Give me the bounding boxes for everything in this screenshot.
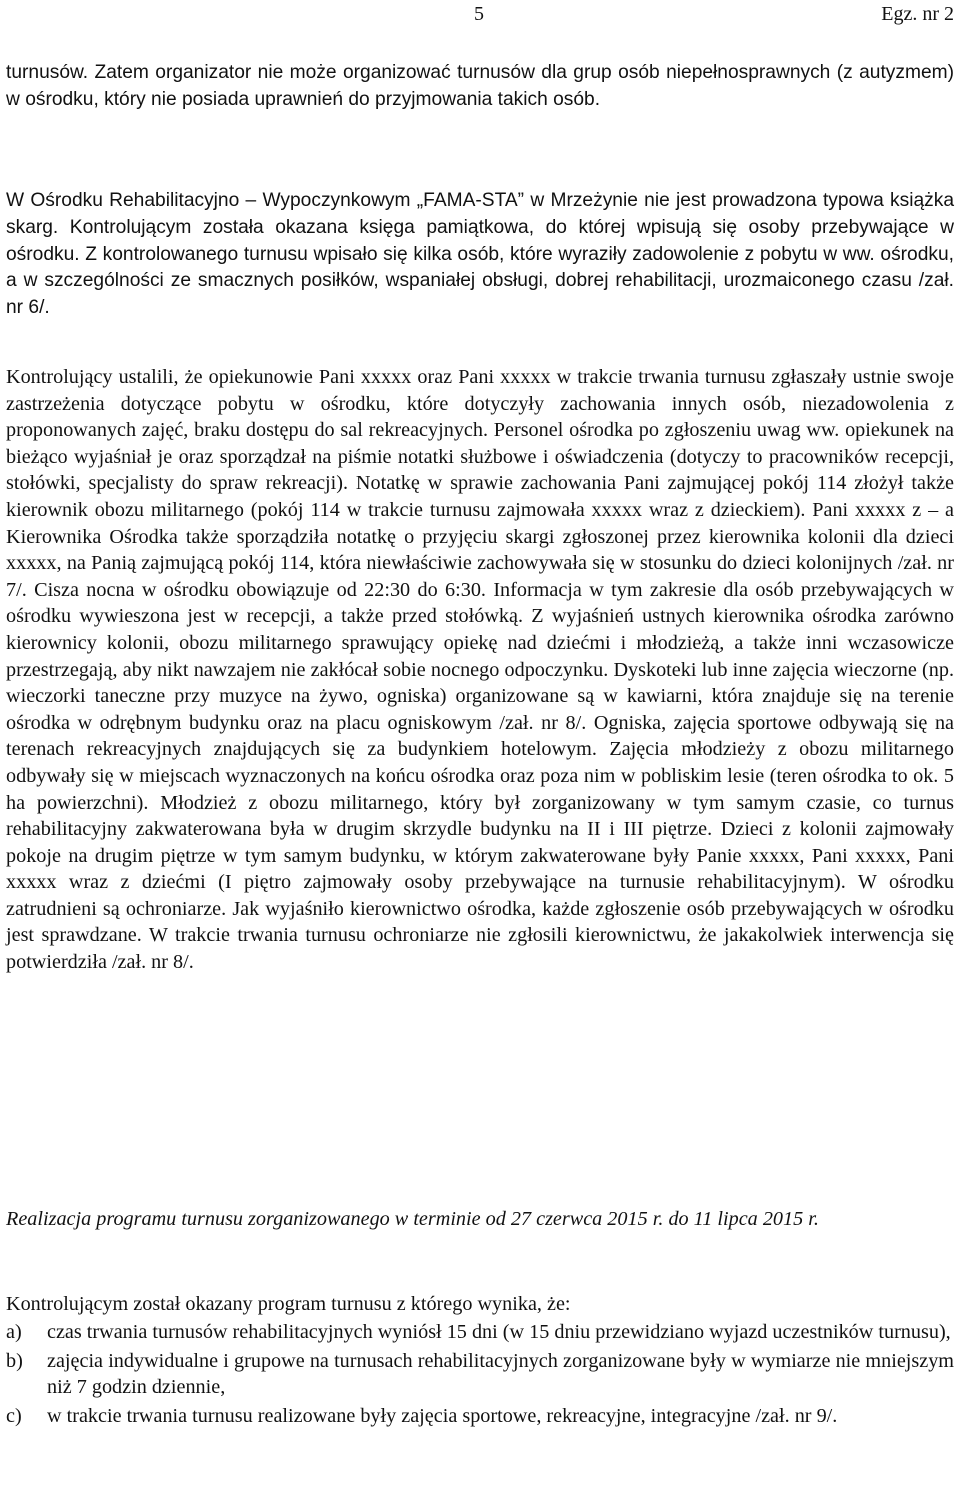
paragraph-continuation: turnusów. Zatem organizator nie może organizować turnusów dla grup osób niepełnosprawnych (z autyzmem) w ośrodku, który nie posiada uprawnień do przyjmowania takich osób.: [6, 62, 954, 110]
copy-number-label: Egz. nr 2: [881, 3, 954, 25]
paragraph-complaint-book: W Ośrodku Rehabilitacyjno – Wypoczynkowym „FAMA-STA” w Mrzeżynie nie jest prowadzona typowa książka skarg. Kontrolującym została okazana księga pamiątkowa, do której wpisują się osoby przebywające w ośrodku. Z kontrolowanego turnusu wpisało się kilka osób, które wyraziły zadowolenie z pobytu w ww. ośrodku, a w szczególności ze smacznych posiłków, wspaniałej obsługi, dobrej rehabilitacji, urozmaiconego czasu /zał. nr 6/.: [6, 190, 954, 319]
list-marker: c): [6, 1404, 22, 1427]
page-header: [0, 2, 954, 26]
page-number: 5: [474, 3, 484, 25]
list-item-text: czas trwania turnusów rehabilitacyjnych wyniósł 15 dni (w 15 dniu przewidziano wyjazd uczestników turnusu),: [47, 1321, 951, 1343]
findings-list: [6, 1319, 954, 1431]
list-item-text: w trakcie trwania turnusu realizowane były zajęcia sportowe, rekreacyjne, integracyjne /zał. nr 9/.: [47, 1404, 838, 1427]
list-item-text: zajęcia indywidualne i grupowe na turnusach rehabilitacyjnych zorganizowane były w wymiarze nie mniejszym niż 7 godzin dziennie,: [47, 1349, 954, 1399]
list-item: [6, 1348, 954, 1401]
paragraph-inspection-findings: Kontrolujący ustalili, że opiekunowie Pani xxxxx oraz Pani xxxxx w trakcie trwania turnusu zgłaszały ustnie swoje zastrzeżenia dotyczące pobytu w ośrodku, które dotyczyły zachowania innych osób, niezadowolenia z proponowanych zajęć, braku dostępu do sal rekreacyjnych. Personel ośrodka po zgłoszeniu uwag ww. opiekunek na bieżąco wyjaśniał je oraz sporządzał na piśmie notatki służbowe i oświadczenia (dotyczy to pracowników recepcji, stołówki, specjalisty do spraw rekreacji). Notatkę w sprawie zachowania Pani zajmującej pokój 114 złożył także kierownik obozu militarnego (pokój 114 w trakcie turnusu zajmowała xxxxx wraz z dzieckiem). Pani xxxxx z – a Kierownika Ośrodka także sporządziła notatkę o przyjęciu skargi zgłoszonej przez kierownika kolonii dla dzieci xxxxx, na Panią zajmującą pokój 114, która niewłaściwie zachowywała się w stosunku do dzieci kolonijnych /zał. nr 7/. Cisza nocna w ośrodku obowiązuje od 22:30 do 6:30. Informacja w tym zakresie dla osób przebywających w ośrodku wywieszona jest w recepcji, a także przed stołówką. Z wyjaśnień ustnych kierownika ośrodka zarówno kierownicy kolonii, obozu militarnego sprawujący opiekę nad dziećmi i młodzieżą, a także inni wczasowicze przestrzegają, aby nikt nawzajem nie zakłócał sobie nocnego odpoczynku. Dyskoteki lub inne zajęcia wieczorne (np. wieczorki taneczne przy muzyce na żywo, ogniska) organizowane są w kawiarni, która znajduje się na terenie ośrodka w odrębnym budynku oraz na placu ogniskowym /zał. nr 8/. Ogniska, zajęcia sportowe odbywają się na terenach rekreacyjnych znajdujących się za budynkiem hotelowym. Zajęcia młodzieży z obozu militarnego odbywały się w miejscach wyznaczonych na końcu ośrodka oraz poza nim w pobliskim lesie (teren ośrodka to ok. 5 ha powierzchni). Młodzież z obozu militarnego, który był zorganizowany w tym samym czasie, co turnus rehabilitacyjny zakwaterowana była w drugim skrzydle budynku na II i III piętrze. Dzieci z kolonii zajmowały pokoje na drugim piętrze w tym samym budynku, w którym zakwaterowane były Panie xxxxx, Pani xxxxx, Pani xxxxx wraz z dziećmi (I piętro zajmowały osoby przebywające na turnusie rehabilitacyjnym). W ośrodku zatrudnieni są ochroniarze. Jak wyjaśniło kierownictwo ośrodka, każde zgłoszenie osób przebywających w ośrodku jest sprawdzane. W trakcie trwania turnusu ochroniarze nie zgłosili kierownictwu, że jakakolwiek interwencja się potwierdziła /zał. nr 8/.: [6, 366, 954, 974]
list-marker: b): [6, 1349, 23, 1372]
list-item: [6, 1403, 954, 1430]
list-item: [6, 1319, 954, 1346]
program-intro: Kontrolującym został okazany program turnusu z którego wynika, że:: [6, 1293, 571, 1315]
list-marker: a): [6, 1321, 22, 1343]
section-heading: Realizacja programu turnusu zorganizowanego w terminie od 27 czerwca 2015 r. do 11 lipca 2015 r.: [6, 1208, 819, 1230]
